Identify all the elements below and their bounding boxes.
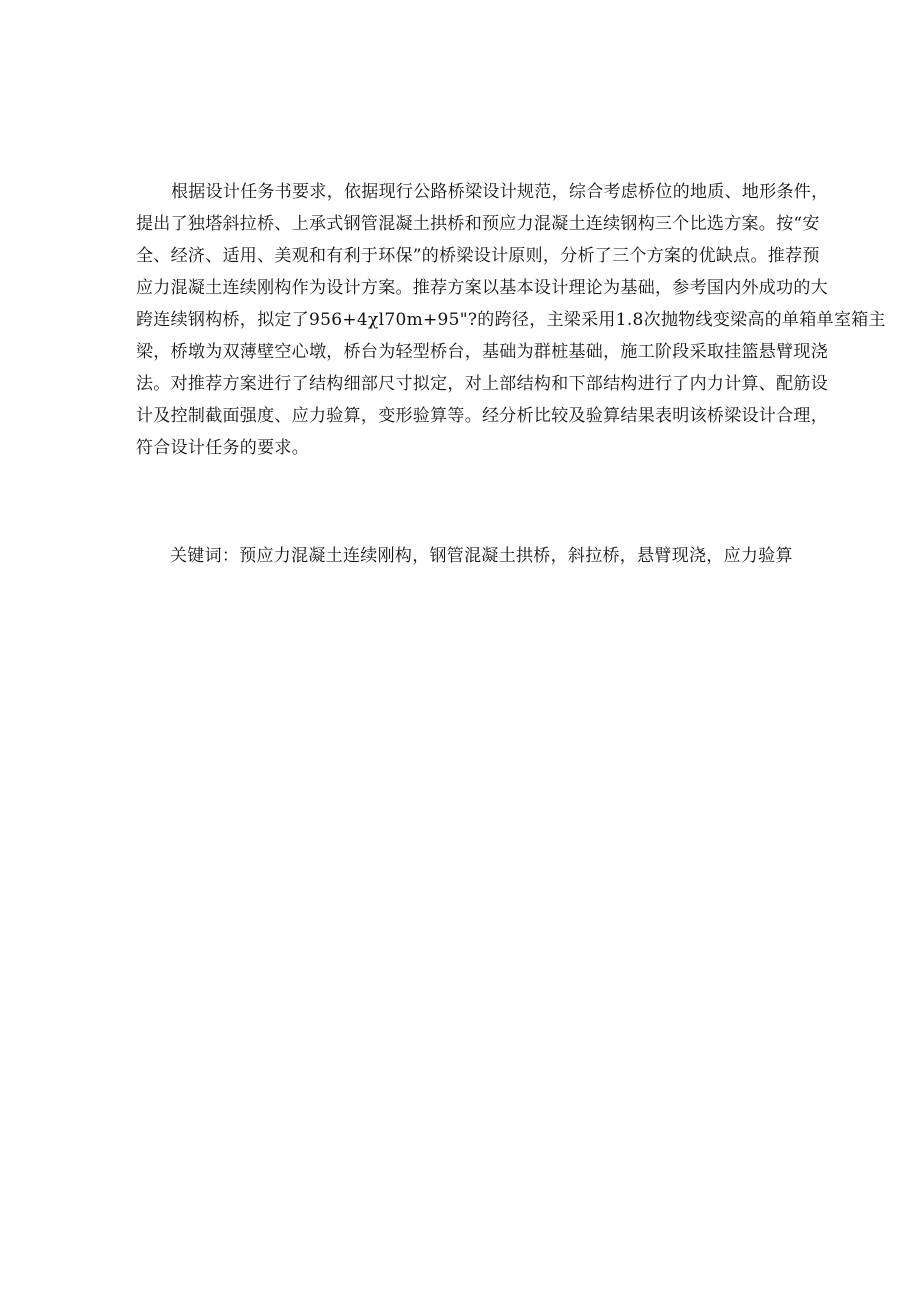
abstract-line-2: 提出了独塔斜拉桥、上承式钢管混凝土拱桥和预应力混凝土连续钢构三个比选方案。按“安 bbox=[136, 214, 820, 234]
abstract-line-3: 全、经济、适用、美观和有利于环保”的桥梁设计原则，分析了三个方案的优缺点。推荐预 bbox=[136, 246, 820, 266]
abstract-paragraph bbox=[136, 176, 886, 464]
keywords-line: 关键词：预应力混凝土连续刚构，钢管混凝土拱桥，斜拉桥，悬臂现浇，应力验算 bbox=[170, 546, 793, 566]
abstract-line-6: 梁，桥墩为双薄壁空心墩，桥台为轻型桥台，基础为群桩基础，施工阶段采取挂篮悬臂现浇 bbox=[136, 342, 828, 362]
abstract-line-5: 跨连续钢构桥，拟定了956+4χl70m+95"?的跨径，主梁采用1.8次抛物线变梁高的单箱单室箱主 bbox=[136, 310, 886, 330]
abstract-line-8: 计及控制截面强度、应力验算，变形验算等。经分析比较及验算结果表明该桥梁设计合理， bbox=[136, 406, 828, 426]
abstract-line-7: 法。对推荐方案进行了结构细部尺寸拟定，对上部结构和下部结构进行了内力计算、配筋设 bbox=[136, 374, 828, 394]
abstract-line-1: 根据设计任务书要求，依据现行公路桥梁设计规范，综合考虑桥位的地质、地形条件， bbox=[171, 182, 829, 202]
abstract-line-9: 符合设计任务的要求。 bbox=[136, 438, 309, 458]
abstract-line-4: 应力混凝土连续刚构作为设计方案。推荐方案以基本设计理论为基础，参考国内外成功的大 bbox=[136, 278, 828, 298]
